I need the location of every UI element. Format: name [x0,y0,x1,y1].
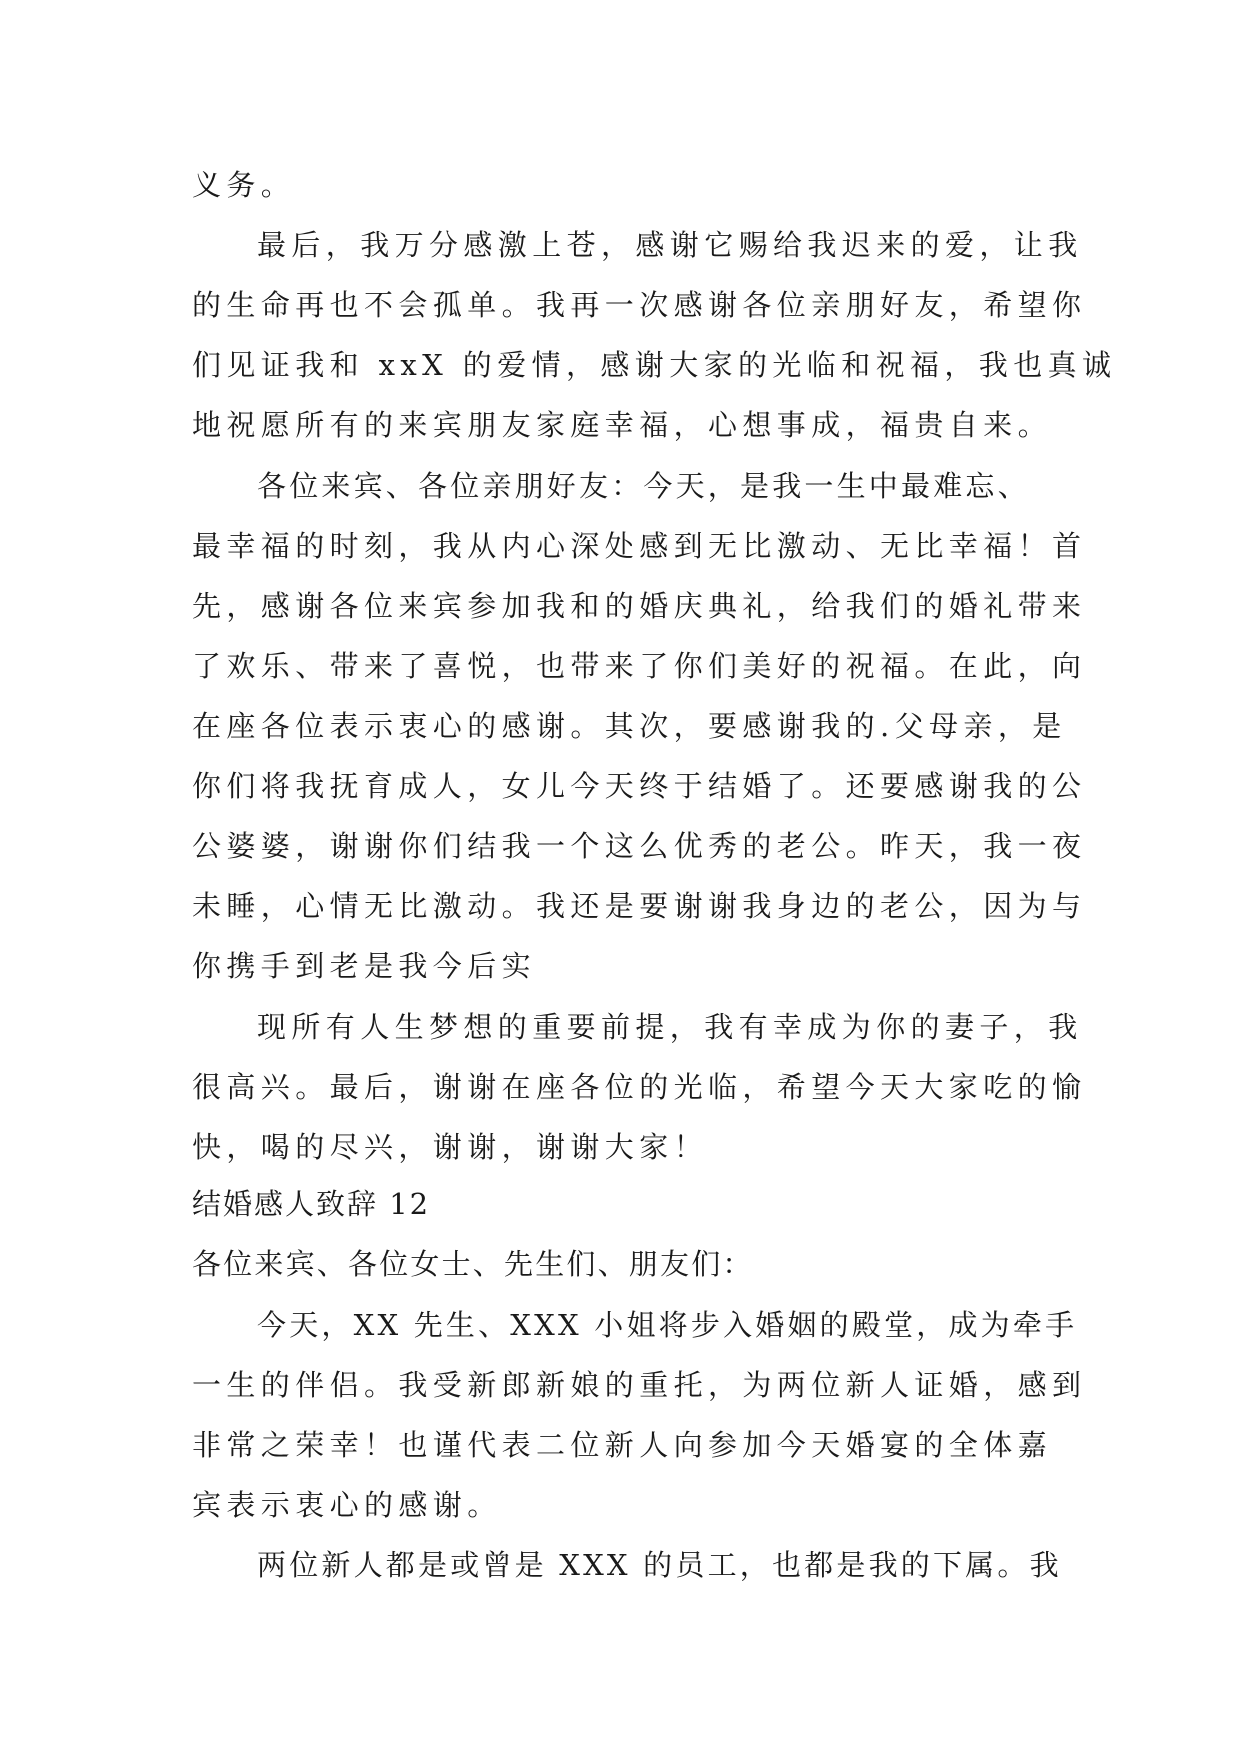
text-line: 一生的伴侣。我受新郎新娘的重托，为两位新人证婚，感到 [192,1368,1087,1402]
text-line: 宾表示衷心的感谢。 [192,1488,502,1522]
text-line: 很高兴。最后，谢谢在座各位的光临，希望今天大家吃的愉 [192,1070,1087,1104]
text-line: 未睡，心情无比激动。我还是要谢谢我身边的老公，因为与 [192,889,1087,923]
text-line: 快，喝的尽兴，谢谢，谢谢大家！ [192,1130,709,1164]
paragraph-start-line: 各位来宾、各位亲朋好友：今天，是我一生中最难忘、 [257,469,1030,503]
text-line: 义务。 [192,168,296,202]
salutation-line: 各位来宾、各位女士、先生们、朋友们： [192,1247,754,1281]
paragraph-start-line: 最后，我万分感激上苍，感谢它赐给我迟来的爱，让我 [257,228,1083,262]
text-line: 最幸福的时刻，我从内心深处感到无比激动、无比幸福！首 [192,529,1087,563]
paragraph-start-line: 现所有人生梦想的重要前提，我有幸成为你的妻子，我 [257,1010,1083,1044]
text-line: 你们将我抚育成人，女儿今天终于结婚了。还要感谢我的公 [192,769,1087,803]
text-line: 在座各位表示衷心的感谢。其次，要感谢我的.父母亲，是 [192,709,1067,743]
text-line: 非常之荣幸！也谨代表二位新人向参加今天婚宴的全体嘉 [192,1428,1053,1462]
text-line: 们见证我和 xxX 的爱情，感谢大家的光临和祝福，我也真诚 [192,348,1117,382]
text-line: 了欢乐、带来了喜悦，也带来了你们美好的祝福。在此，向 [192,649,1087,683]
text-line: 你携手到老是我今后实 [192,949,537,983]
section-heading: 结婚感人致辞 12 [192,1187,431,1221]
text-line: 地祝愿所有的来宾朋友家庭幸福，心想事成，福贵自来。 [192,408,1053,442]
text-line: 先，感谢各位来宾参加我和的婚庆典礼，给我们的婚礼带来 [192,589,1087,623]
paragraph-start-line: 两位新人都是或曾是 XXX 的员工，也都是我的下属。我 [257,1548,1062,1582]
paragraph-start-line: 今天，XX 先生、XXX 小姐将步入婚姻的殿堂，成为牵手 [257,1308,1078,1342]
text-line: 的生命再也不会孤单。我再一次感谢各位亲朋好友，希望你 [192,288,1087,322]
text-line: 公婆婆，谢谢你们结我一个这么优秀的老公。昨天，我一夜 [192,829,1087,863]
